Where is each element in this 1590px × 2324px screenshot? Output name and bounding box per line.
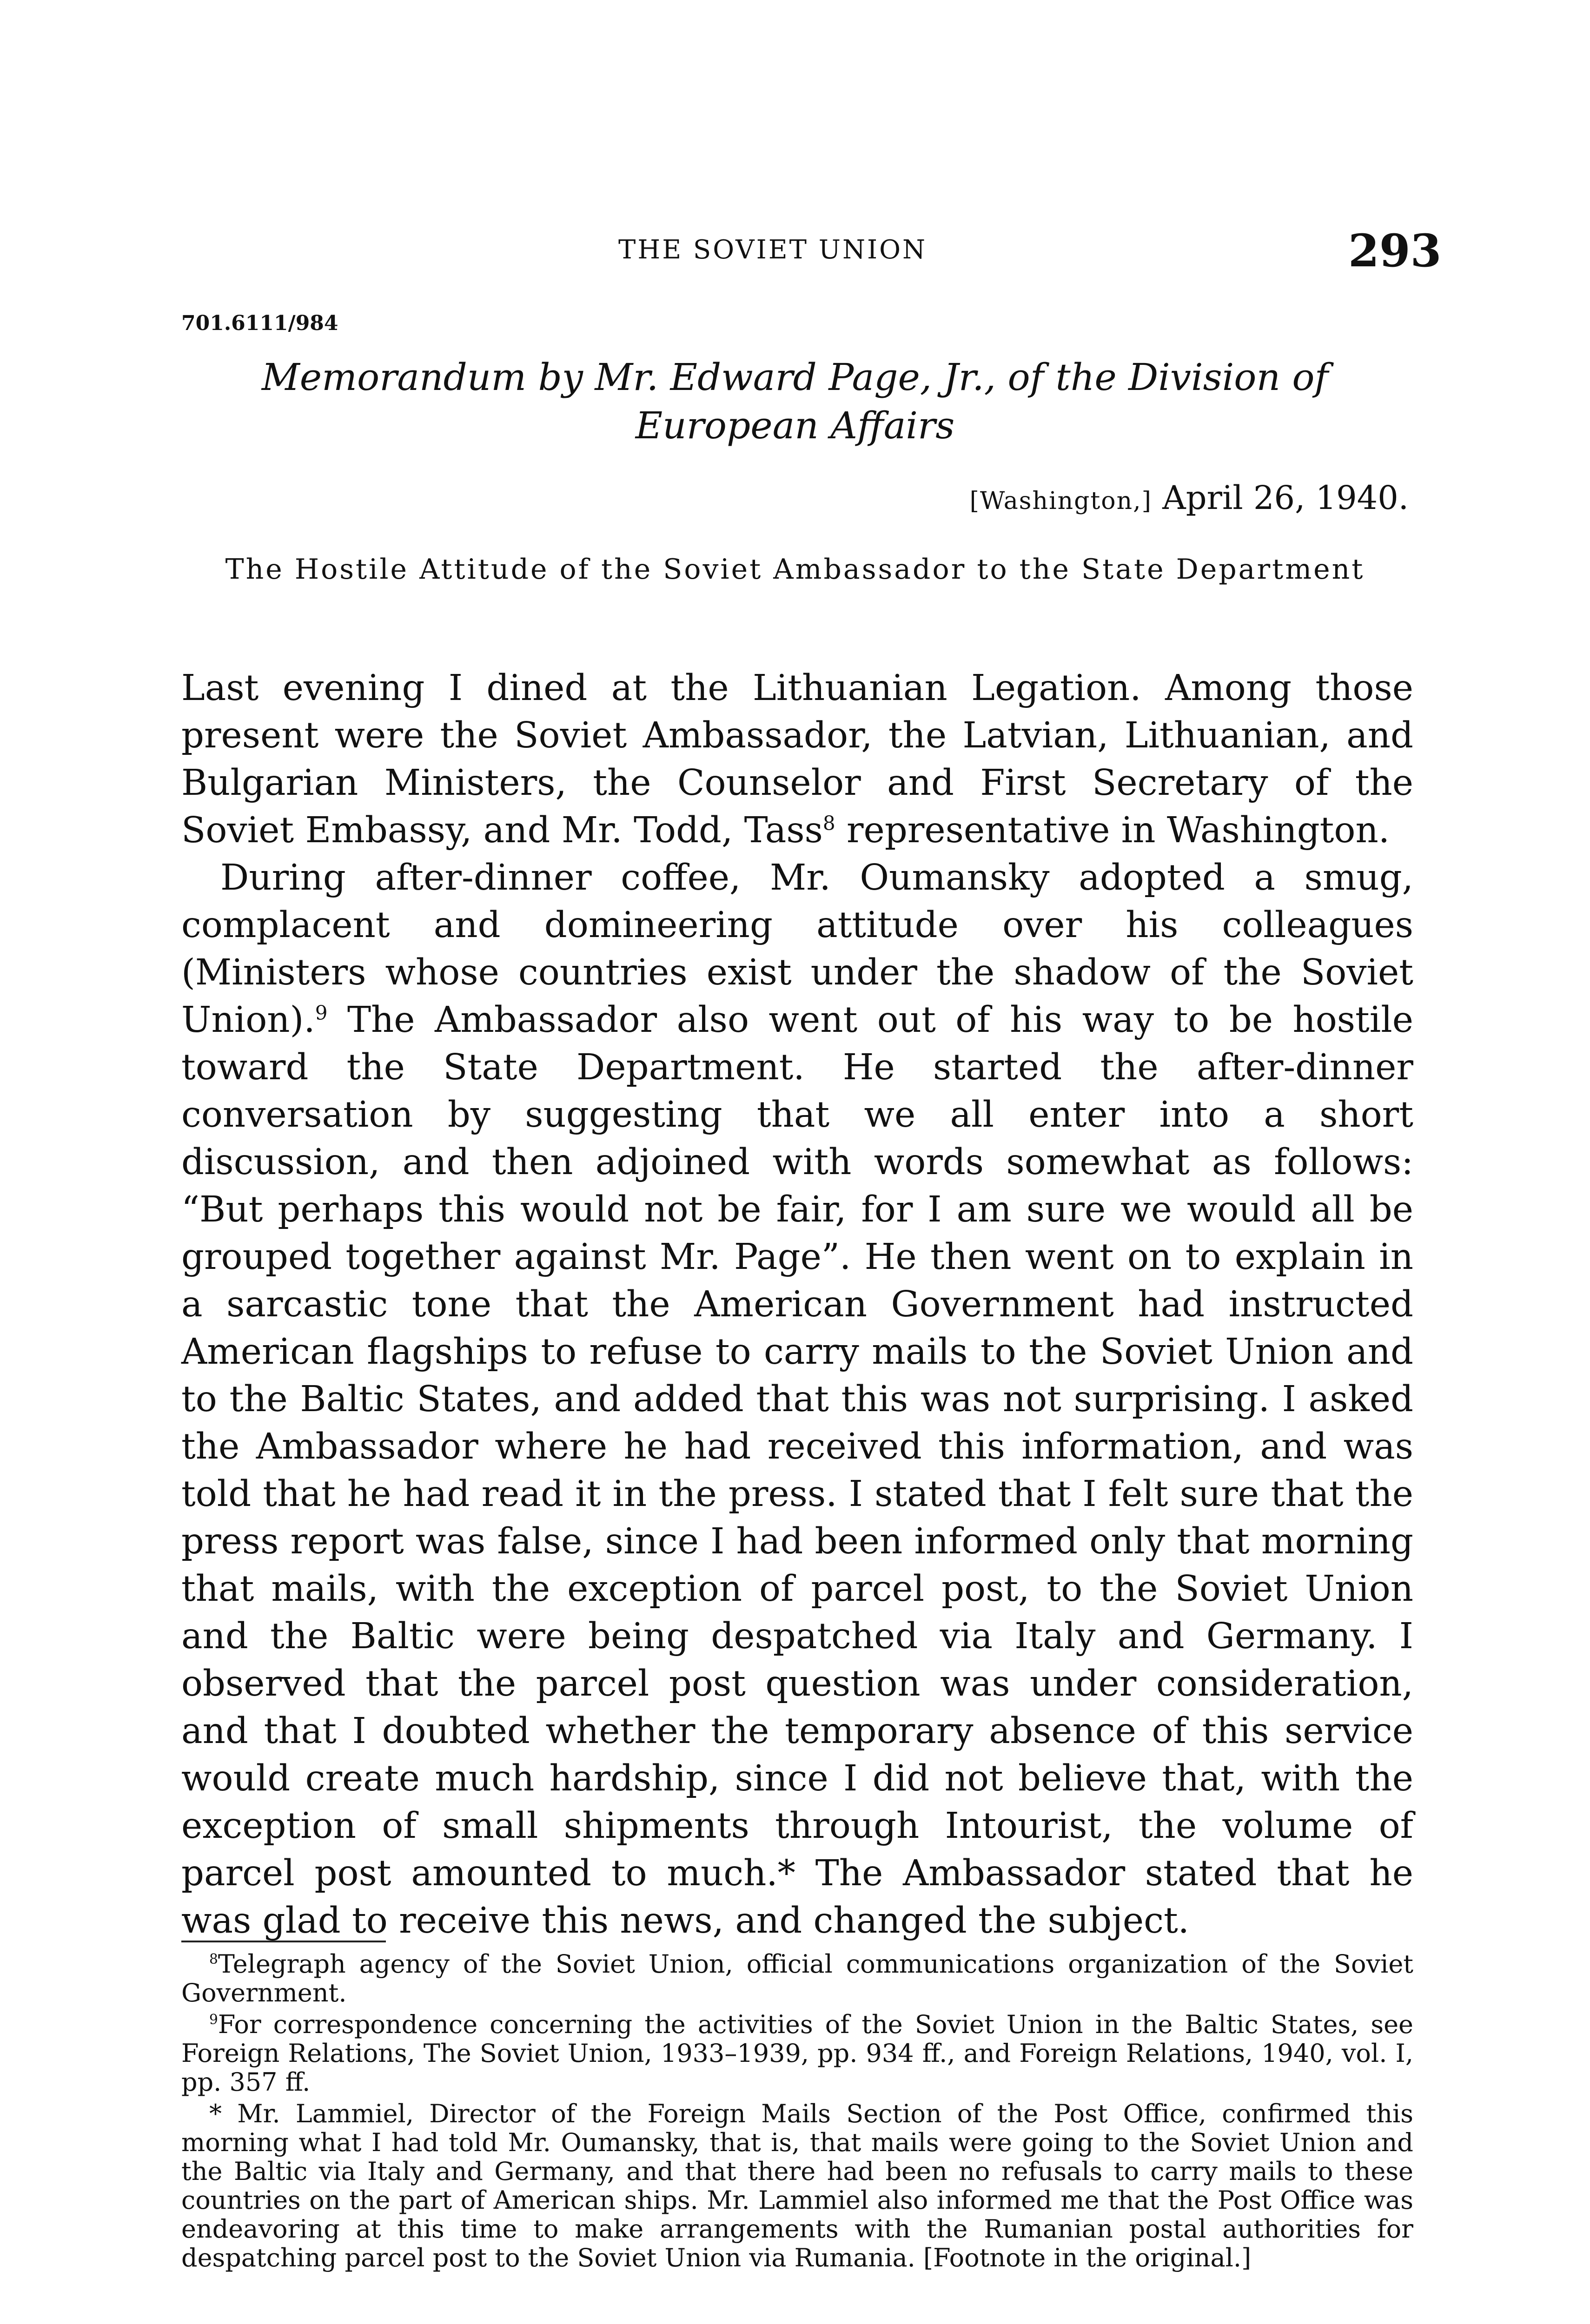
paragraph-text: The Ambassador also went out of his way to be hostile toward the State Department. He started the after-dinner conversation by suggesting that we all enter into a short discussion, and then adjoined with words somewhat as follows: “But perhaps this would not be fair, for I am sure we would all be grouped together against Mr. Page”. He then went on to explain in a sarcastic tone that the American Government had instructed American flagships to refuse to carry mails to the Soviet Union and to the Baltic States, and added that this was not surprising. I asked the Ambassador where he had received this information, and was told that he had read it in the press. I stated that I felt sure that the press report was false, since I had been informed only that morning that mails, with the exception of parcel post, to the Soviet Union and the Baltic were being despatched via Italy and Germany. I observed that the parcel post question was under consideration, and that I doubted whether the temporary absence of this service would create much hardship, since I did not believe that, with the exception of small shipments through Intourist, the volume of parcel post amounted to much.* The Ambassador stated that he was glad to receive this news, and changed the subject. [181, 999, 1413, 1941]
running-title: THE SOVIET UNION [618, 235, 927, 265]
paragraph-text: representative in Washington. [846, 810, 1390, 851]
footnote-text: Telegraph agency of the Soviet Union, official communications organization of the Soviet Government. [181, 1949, 1413, 2007]
dateline-place: [Washington,] [969, 487, 1152, 515]
footnotes [181, 1950, 1413, 2275]
paragraph [181, 665, 1413, 854]
footnote-mark: 9 [209, 2012, 218, 2028]
footnote-text: For correspondence concerning the activities of the Soviet Union in the Baltic States, see Foreign Relations, The Soviet Union, 1933–1939, pp. 934 ff., and Foreign Relations, 1940, vol. I, pp. 357 ff. [181, 2010, 1413, 2097]
dateline [181, 479, 1409, 517]
paragraph [181, 854, 1413, 1945]
footnote-ref: 8 [822, 812, 835, 835]
footnote [181, 2100, 1413, 2272]
footnote-ref: 9 [315, 1001, 328, 1024]
footnote-mark: * [209, 2099, 222, 2128]
memorandum-body [181, 665, 1413, 1945]
paragraph-text: Last evening I dined at the Lithuanian Legation. Among those present were the Soviet Ambassador, the Latvian, Lithuanian, and Bulgarian Ministers, the Counselor and First Secretary of the Soviet Embassy, and Mr. Todd, Tass [181, 667, 1413, 851]
subject-heading: The Hostile Attitude of the Soviet Ambassador to the State Department [225, 553, 1365, 586]
page-number: 293 [1348, 224, 1442, 277]
footnote [181, 1950, 1413, 2007]
footnote-mark: 8 [209, 1951, 218, 1967]
footnote-text: Mr. Lammiel, Director of the Foreign Mails Section of the Post Office, confirmed this morning what I had told Mr. Oumansky, that is, that mails were going to the Soviet Union and the Baltic via Italy and Germany, and that there had been no refusals to carry mails to these countries on the part of American ships. Mr. Lammiel also informed me that the Post Office was endeavoring at this time to make arrangements with the Rumanian postal authorities for despatching parcel post to the Soviet Union via Rumania. [Footnote in the original.] [181, 2099, 1414, 2272]
file-number: 701.6111/984 [181, 311, 338, 335]
footnote-divider [181, 1941, 386, 1942]
footnote [181, 2010, 1413, 2097]
dateline-date: April 26, 1940. [1162, 479, 1409, 517]
running-head [0, 224, 1590, 277]
document-title: Memorandum by Mr. Edward Page, Jr., of the Division of European Affairs [261, 356, 1329, 447]
paragraph-text: During after-dinner coffee, Mr. Oumansky adopted a smug, complacent and domineering attitude over his colleagues (Ministers whose countries exist under the shadow of the Soviet Union). [181, 857, 1413, 1041]
